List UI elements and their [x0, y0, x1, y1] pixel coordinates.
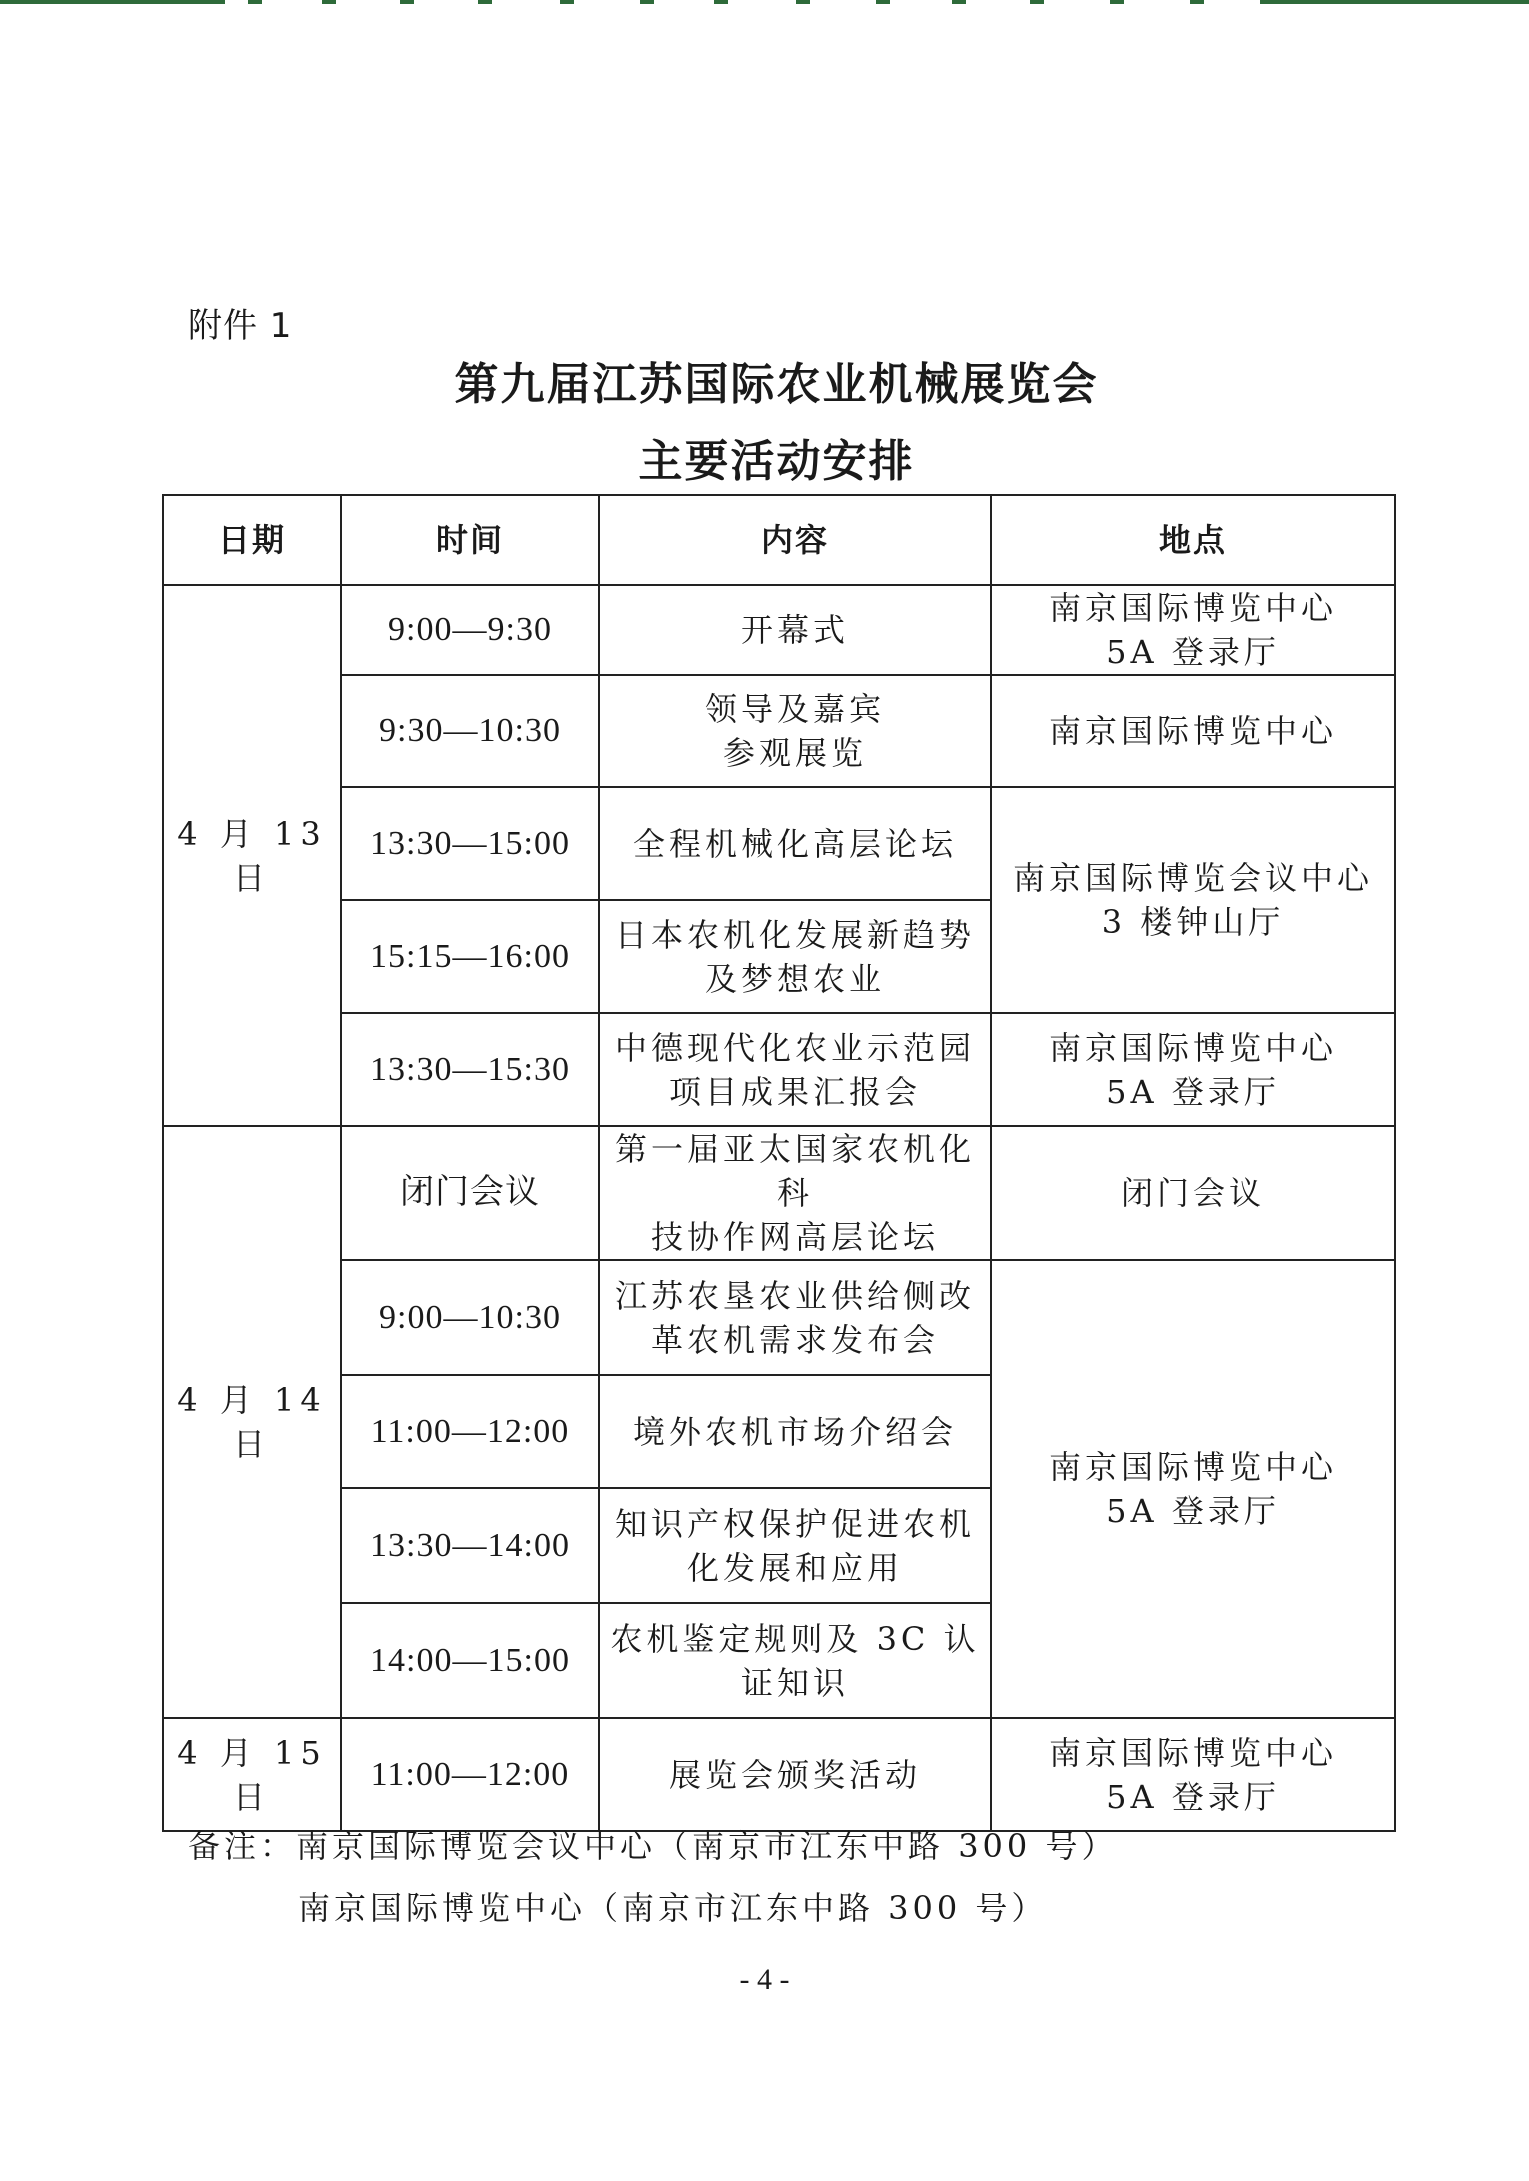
header-time: 时间 [341, 495, 599, 585]
time-cell: 11:00—12:00 [341, 1375, 599, 1488]
header-content: 内容 [599, 495, 991, 585]
location-cell: 闭门会议 [991, 1126, 1395, 1260]
time-cell: 9:00—9:30 [341, 585, 599, 675]
table-row [163, 1260, 1395, 1375]
page-number: - 4 - [739, 1963, 790, 1996]
content-cell: 江苏农垦农业供给侧改 革农机需求发布会 [599, 1260, 991, 1375]
table-row [163, 585, 1395, 675]
table-header-row [163, 495, 1395, 585]
notes-label: 备注： [188, 1827, 297, 1865]
content-cell: 开幕式 [599, 585, 991, 675]
content-cell: 农机鉴定规则及 3C 认 证知识 [599, 1603, 991, 1718]
table-row [163, 675, 1395, 787]
table-row [163, 787, 1395, 900]
schedule-table [162, 494, 1396, 1832]
content-cell: 知识产权保护促进农机 化发展和应用 [599, 1488, 991, 1603]
time-cell: 13:30—15:30 [341, 1013, 599, 1126]
location-cell: 南京国际博览中心 [991, 675, 1395, 787]
location-cell: 南京国际博览中心 5A 登录厅 [991, 585, 1395, 675]
location-cell: 南京国际博览会议中心 3 楼钟山厅 [991, 787, 1395, 1013]
time-cell: 14:00—15:00 [341, 1603, 599, 1718]
content-cell: 展览会颁奖活动 [599, 1718, 991, 1831]
time-cell: 15:15—16:00 [341, 900, 599, 1013]
date-cell: 4 月 13 日 [163, 585, 341, 1126]
date-cell: 4 月 14 日 [163, 1126, 341, 1718]
time-cell: 9:00—10:30 [341, 1260, 599, 1375]
document-title: 第九届江苏国际农业机械展览会 [454, 359, 1099, 410]
table-row [163, 1013, 1395, 1126]
notes-text-1: 南京国际博览会议中心（南京市江东中路 300 号） [296, 1827, 1118, 1865]
notes-text-2: 南京国际博览中心（南京市江东中路 300 号） [298, 1889, 1048, 1927]
header-date: 日期 [163, 495, 341, 585]
table-row [163, 1126, 1395, 1260]
content-cell: 境外农机市场介绍会 [599, 1375, 991, 1488]
notes-line-1 [188, 1815, 1117, 1877]
notes [188, 1815, 1117, 1939]
top-edge-marks [0, 0, 1529, 10]
notes-line-2 [188, 1877, 1117, 1939]
time-cell: 11:00—12:00 [341, 1718, 599, 1831]
content-cell: 日本农机化发展新趋势 及梦想农业 [599, 900, 991, 1013]
location-cell: 南京国际博览中心 5A 登录厅 [991, 1260, 1395, 1718]
time-cell: 9:30—10:30 [341, 675, 599, 787]
content-cell: 第一届亚太国家农机化科 技协作网高层论坛 [599, 1126, 991, 1260]
header-location: 地点 [991, 495, 1395, 585]
content-cell: 中德现代化农业示范园 项目成果汇报会 [599, 1013, 991, 1126]
location-cell: 南京国际博览中心 5A 登录厅 [991, 1718, 1395, 1831]
content-cell: 领导及嘉宾 参观展览 [599, 675, 991, 787]
time-cell: 13:30—14:00 [341, 1488, 599, 1603]
location-cell: 南京国际博览中心 5A 登录厅 [991, 1013, 1395, 1126]
document-subtitle: 主要活动安排 [638, 436, 915, 487]
date-cell: 4 月 15 日 [163, 1718, 341, 1831]
attachment-label: 附件 1 [188, 306, 293, 346]
time-cell: 13:30—15:00 [341, 787, 599, 900]
time-cell: 闭门会议 [341, 1126, 599, 1260]
content-cell: 全程机械化高层论坛 [599, 787, 991, 900]
